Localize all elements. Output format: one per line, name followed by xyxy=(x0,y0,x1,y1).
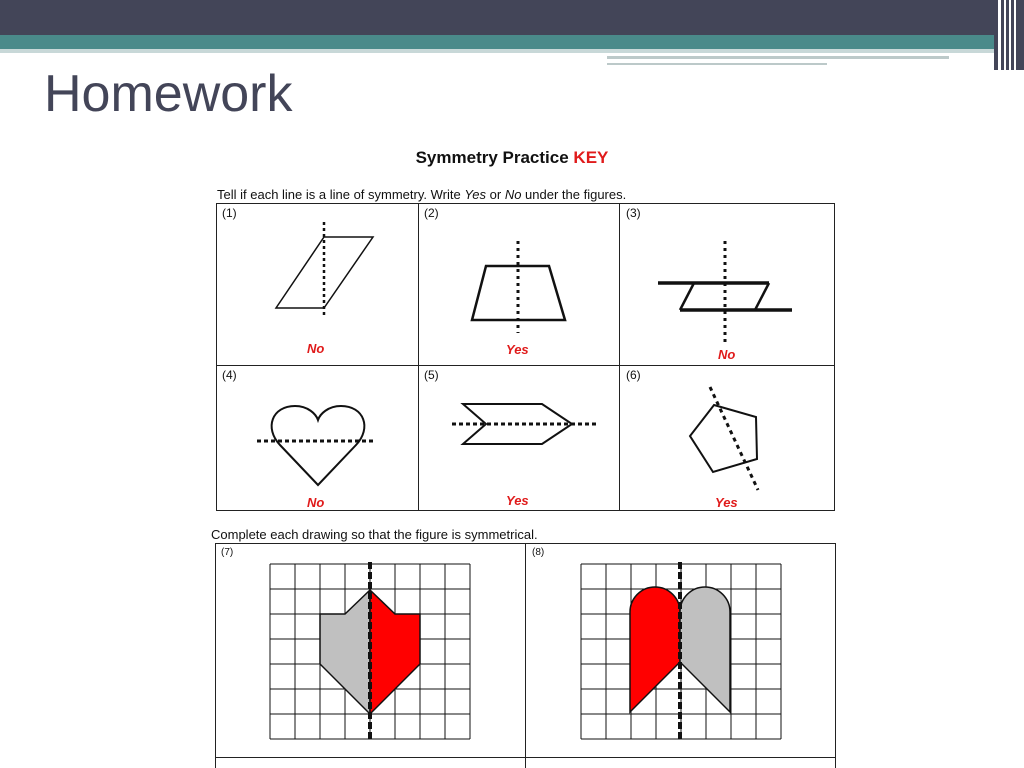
grid-8 xyxy=(581,562,781,742)
cell-label-6: (6) xyxy=(626,368,641,382)
answer-1: No xyxy=(307,341,325,356)
cell-label-4: (4) xyxy=(222,368,237,382)
arrow-figure xyxy=(452,404,596,444)
answer-2: Yes xyxy=(506,342,529,357)
parallelogram-figure xyxy=(276,222,373,318)
cell-label-5: (5) xyxy=(424,368,439,382)
answer-5: Yes xyxy=(506,493,529,508)
parallelogram-lines-figure xyxy=(658,241,792,343)
arch-gray-half xyxy=(680,587,730,712)
cell-label-7: (7) xyxy=(221,547,234,558)
heart-figure xyxy=(257,406,373,485)
answer-6: Yes xyxy=(715,495,738,510)
instruction-yes: Yes xyxy=(464,187,487,202)
grid-7 xyxy=(270,562,470,742)
worksheet-title-text: Symmetry Practice xyxy=(415,148,569,167)
cell-label-3: (3) xyxy=(626,206,641,220)
part2-instruction: Complete each drawing so that the figure is symmetrical. xyxy=(211,527,538,542)
instruction-no: No xyxy=(504,187,522,202)
cell-label-2: (2) xyxy=(424,206,439,220)
answer-3: No xyxy=(718,347,736,362)
pentagon-figure xyxy=(690,387,758,490)
cell-label-8: (8) xyxy=(532,547,545,558)
instruction-text: under the figures. xyxy=(521,187,627,202)
instruction-text: Tell if each line is a line of symmetry. Write xyxy=(217,187,465,202)
slide-title: Homework xyxy=(44,65,293,123)
cell-label-1: (1) xyxy=(222,206,237,220)
part2-table xyxy=(216,544,836,768)
trapezoid-figure xyxy=(472,241,565,333)
arch-red-half xyxy=(630,587,680,712)
worksheet-title-key: KEY xyxy=(573,148,609,167)
answer-4: No xyxy=(307,495,325,510)
instruction-text: or xyxy=(486,187,505,202)
